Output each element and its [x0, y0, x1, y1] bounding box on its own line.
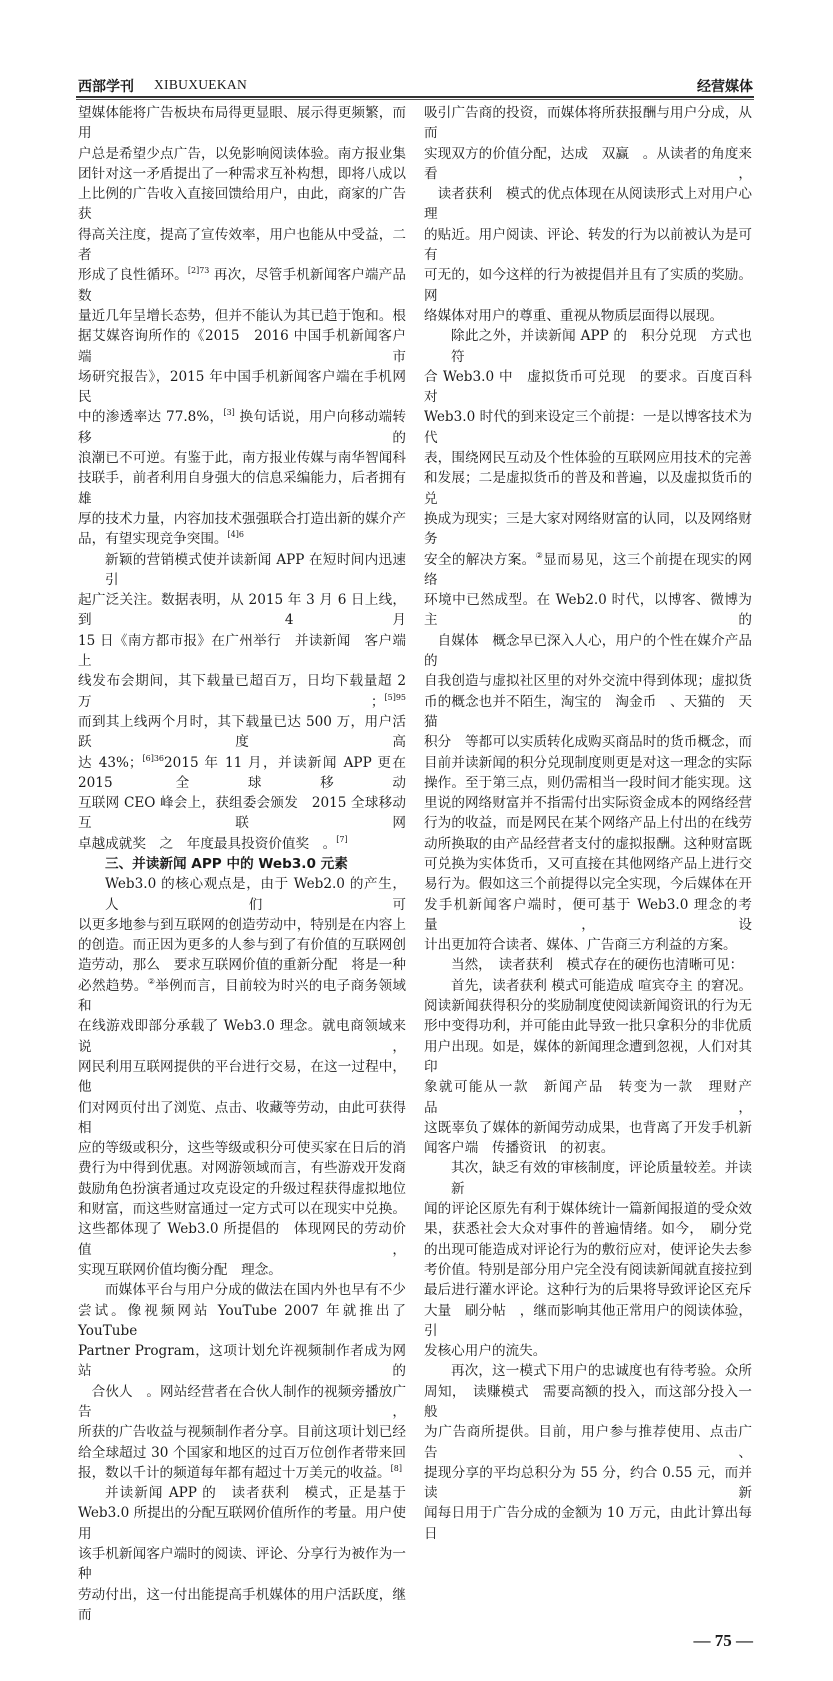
journal-name-en: XIBUXUEKAN [154, 77, 247, 92]
text-line: 当然， 读者获利 模式存在的硬伤也清晰可见： [451, 957, 744, 974]
text-line: 浪潮已不可逆。有鉴于此，南方报业传媒与南华智闻科 [78, 450, 406, 467]
text-line: 行为的收益，而是网民在某个网络产品上付出的在线劳 [424, 815, 752, 832]
text-line: 的贴近。用户阅读、评论、转发的行为以前被认为是可有 [424, 226, 752, 264]
text-line: 场研究报告》，2015 年中国手机新闻客户端在手机网民 [78, 368, 406, 406]
text-line: 里说的网络财富并不指需付出实际资金成本的网络经营 [424, 795, 752, 812]
text-line: 据艾媒咨询所作的《2015 2016 中国手机新闻客户端市 [78, 328, 406, 365]
right-column [424, 103, 752, 1544]
paragraph [424, 1158, 752, 1361]
text-line: 阅读新闻获得积分的奖励制度使阅读新闻资讯的行为无 [424, 998, 752, 1015]
text-line: 应的等级或积分，这些等级或积分可使买家在日后的消 [78, 1140, 406, 1157]
text-line: 厚的技术力量，内容加技术强强联合打造出新的媒介产 [78, 510, 406, 527]
text-line: 可无的，如今这样的行为被提倡并且有了实质的奖励。网 [424, 267, 752, 304]
text-line: Web3.0 的核心观点是，由于 Web2.0 的产生，人们可 [105, 876, 406, 913]
text-line: 闻的评论区原先有利于媒体统计一篇新闻报道的受众效 [424, 1201, 752, 1218]
text-line: 而到其上线两个月时，其下载量已达 500 万，用户活跃度高 [78, 713, 406, 751]
text-line: 提现分享的平均总积分为 55 分，约合 0.55 元，而并读新 [424, 1464, 752, 1502]
paragraph [424, 326, 752, 955]
text-line: 户总是希望少点广告，以免影响阅读体验。南方报业集 [78, 145, 406, 162]
paragraph [78, 1280, 406, 1483]
text-line: 发手机新闻客户端时，便可基于 Web3.0 理念的考量，设 [424, 896, 752, 933]
citation-mark: [3] [223, 408, 235, 418]
text-line: 读者获利 模式的优点体现在从阅读形式上对用户心理 [424, 186, 752, 223]
text-line: 积分 等都可以实质转化成购买商品时的货币概念，而 [424, 734, 752, 751]
body-columns [78, 103, 752, 1625]
text-line: 的出现可能造成对评论行为的敷衍应对，使评论失去参 [424, 1241, 752, 1258]
text-line: 安全的解决方案。②显而易见，这三个前提在现实的网络 [424, 550, 753, 588]
paragraph [424, 103, 752, 326]
text-line: 再次，这一模式下用户的忠诚度也有待考验。众所 [451, 1363, 752, 1380]
citation-mark: [2]73 [187, 266, 210, 276]
text-line: 尝试。像视频网站 YouTube 2007 年就推出了 YouTube [78, 1302, 406, 1339]
section-heading [78, 854, 406, 874]
text-line: 络媒体对用户的尊重、重视从物质层面得以展现。 [424, 307, 724, 324]
text-line: 量近几年呈增长态势，但并不能认为其已趋于饱和。根 [78, 307, 406, 324]
page-footer [0, 1631, 753, 1651]
text-line: 用户出现。如是，媒体的新闻理念遭到忽视，人们对其印 [424, 1038, 752, 1075]
text-line: 吸引广告商的投资，而媒体将所获报酬与用户分成，从而 [424, 105, 752, 142]
text-line: 报，数以千计的频道每年都有超过十万美元的收益。[8] [78, 1463, 402, 1481]
header-rule-thin [76, 99, 754, 100]
citation-mark: [6]36 [142, 753, 165, 763]
text-line: 起广泛关注。数据表明，从 2015 年 3 月 6 日上线，到 4 月 [78, 592, 406, 629]
text-line: 操作。至于第三点，则仍需相当一段时间才能实现。这 [424, 774, 752, 791]
text-line: 上比例的广告收入直接回馈给用户，由此，商家的广告获 [78, 186, 406, 223]
text-line: 易行为。假如这三个前提得以完全实现，今后媒体在开 [424, 876, 752, 893]
text-line: 给全球超过 30 个国家和地区的过百万位创作者带来回 [78, 1444, 406, 1461]
text-line: 币的概念也并不陌生，淘宝的 淘金币 、天猫的 天猫 [424, 693, 752, 730]
text-line: Web3.0 时代的到来设定三个前提：一是以博客技术为代 [424, 409, 752, 446]
text-line: 和发展；二是虚拟货币的普及和普遍，以及虚拟货币的兑 [424, 470, 752, 507]
citation-mark: ② [147, 976, 156, 986]
paragraph [78, 874, 406, 1280]
text-line: 团针对这一矛盾提出了一种需求互补构想，即将八成以 [78, 165, 406, 182]
text-line: 实现双方的价值分配，达成 双赢 。从读者的角度来看， [424, 145, 752, 182]
section-title: 经营媒体 [697, 79, 753, 95]
text-line: 这既辜负了媒体的新闻劳动成果，也背离了开发手机新 [424, 1119, 752, 1136]
paragraph [424, 976, 752, 1159]
paragraph [78, 1483, 406, 1625]
text-line: 该手机新闻客户端时的阅读、评论、分享行为被作为一种 [78, 1546, 406, 1583]
text-line: 中的渗透率达 77.8%，[3] 换句话说，用户向移动端转移的 [78, 408, 406, 446]
running-header [78, 76, 753, 94]
text-line: 其次，缺乏有效的审核制度，评论质量较差。并读新 [451, 1160, 752, 1197]
text-line: 动所换取的由产品经营者支付的虚拟报酬。这种财富既 [424, 835, 752, 852]
text-line: 而媒体平台与用户分成的做法在国内外也早有不少 [105, 1282, 406, 1299]
text-line: 必然趋势。②举例而言，目前较为时兴的电子商务领域和 [78, 976, 407, 1015]
text-line: 发核心用户的流失。 [424, 1343, 547, 1360]
text-line: 形成了良性循环。$^{[2]73}$ 再次，尽管手机新闻客户端产品数 [78, 266, 406, 304]
text-line: 以更多地参与到互联网的创造劳动中，特别是在内容上 [78, 916, 406, 933]
text-line: 劳动付出，这一付出能提高手机媒体的用户活跃度，继而 [78, 1586, 406, 1623]
text-line: Partner Program，这项计划允许视频制作者成为网站的 [78, 1343, 406, 1380]
text-line: 闻客户端 传播资讯 的初衷。 [424, 1140, 615, 1157]
left-column [78, 103, 406, 1625]
text-line: 线发布会期间，其下载量已超百万，日均下载量超 2 万；$^{[5]95}$ [78, 673, 406, 710]
text-line: 15 日《南方都市报》在广州举行 并读新闻 客户端上 [78, 632, 406, 670]
text-line: 目前并读新闻的积分兑现制度则更是对这一理念的实际 [424, 754, 752, 771]
text-line: 品，有望实现竞争突围。$^{[4]6}$ [78, 530, 244, 548]
text-line: 象就可能从一款 新闻产品 转变为一款 理财产品 ， [424, 1079, 752, 1116]
text-line: 除此之外，并读新闻 APP 的 积分兑现 方式也符 [451, 328, 752, 365]
text-line: 环境中已然成型。在 Web2.0 时代，以博客、微博为主的 [424, 592, 752, 629]
citation-mark: [7] [336, 834, 348, 844]
text-line: 表，围绕网民互动及个性体验的互联网应用技术的完善 [424, 450, 752, 467]
text-line: 和财富，而这些财富通过一定方式可以在现实中兑换。 [78, 1201, 406, 1218]
text-line: 所获的广告收益与视频制作者分享。目前这项计划已经 [78, 1424, 406, 1441]
text-line: 并读新闻 APP 的 读者获利 模式，正是基于 [105, 1485, 406, 1502]
text-line: 互联网 CEO 峰会上，获组委会颁发 2015 全球移动互联网 [78, 795, 406, 832]
text-line: 望媒体能将广告板块布局得更显眼、展示得更频繁，而用 [78, 105, 406, 142]
text-line: 达 43%；$^{[6]36}$2015 年 11 月，并读新闻 APP 更在 2015 全球移动 [78, 753, 406, 791]
text-line: 这些都体现了 Web3.0 所提倡的 体现网民的劳动价值， [78, 1221, 406, 1258]
text-line: 鼓励角色扮演者通过攻克设定的升级过程获得虚拟地位 [78, 1180, 406, 1197]
text-line: 换成为现实；三是大家对网络财富的认同，以及网络财务 [424, 510, 752, 548]
text-line: 造劳动，那么 要求互联网价值的重新分配 将是一种 [78, 957, 406, 974]
paragraph [424, 955, 752, 975]
paragraph [78, 103, 406, 550]
citation-mark: [4]6 [227, 530, 244, 540]
text-line: 卓越成就奖 之 年度最具投资价值奖 。[7] [78, 834, 348, 852]
text-line: 周知， 读赚模式 需要高额的投入，而这部分投入一般 [424, 1383, 752, 1420]
text-line: 费行为中得到优惠。对网游领域而言，有些游戏开发商 [78, 1160, 406, 1177]
journal-name: 西部学刊 [78, 79, 134, 95]
page-number: — 75 — [693, 1631, 753, 1651]
text-line: 最后进行灌水评论。这种行为的后果将导致评论区充斥 [424, 1282, 752, 1299]
text-line: 合 Web3.0 中 虚拟货币可兑现 的要求。百度百科对 [424, 368, 752, 406]
text-line: 网民利用互联网提供的平台进行交易，在这一过程中，他 [78, 1058, 406, 1096]
text-line: 三、并读新闻 APP 中的 Web3.0 元素 [105, 855, 348, 872]
text-line: 大量 刷分帖 ，继而影响其他正常用户的阅读体验，引 [424, 1302, 752, 1339]
text-line: 们对网页付出了浏览、点击、收藏等劳动，由此可获得相 [78, 1099, 406, 1136]
text-line: 合伙人 。网站经营者在合伙人制作的视频旁播放广告， [78, 1383, 406, 1420]
text-line: 新颖的营销模式使并读新闻 APP 在短时间内迅速引 [105, 551, 406, 588]
paragraph [424, 1361, 752, 1544]
text-line: 闻每日用于广告分成的金额为 10 万元，由此计算出每日 [424, 1505, 752, 1542]
text-line: 考价值。特别是部分用户完全没有阅读新闻就直接拉到 [424, 1261, 752, 1278]
text-line: 计出更加符合读者、媒体、广告商三方利益的方案。 [424, 937, 737, 954]
text-line: 自我创造与虚拟社区里的对外交流中得到体现；虚拟货 [424, 673, 752, 690]
text-line: 实现互联网价值均衡分配 理念。 [78, 1261, 282, 1278]
header-rule [76, 96, 754, 98]
text-line: 在线游戏即部分承载了 Web3.0 理念。就电商领域来说， [78, 1018, 406, 1055]
citation-mark: [5]95 [384, 692, 406, 702]
paragraph [78, 550, 406, 854]
text-line: 技联手，前者利用自身强大的信息采编能力，后者拥有雄 [78, 470, 406, 507]
text-line: 形中变得功利，并可能由此导致一批只拿积分的非优质 [424, 1018, 752, 1035]
text-line: 可兑换为实体货币，又可直接在其他网络产品上进行交 [424, 855, 752, 872]
citation-mark: [8] [390, 1463, 402, 1473]
text-line: 的创造。而正因为更多的人参与到了有价值的互联网创 [78, 937, 406, 954]
text-line: 果，获悉社会大众对事件的普遍情绪。如今， 刷分党 [424, 1221, 752, 1238]
citation-mark: ② [535, 550, 544, 560]
text-line: 首先，读者获利 模式可能造成 喧宾夺主 的窘况。 [451, 977, 752, 994]
text-line: 得高关注度，提高了宣传效率，用户也能从中受益，二者 [78, 226, 406, 264]
text-line: Web3.0 所提出的分配互联网价值所作的考量。用户使用 [78, 1505, 406, 1542]
text-line: 自媒体 概念早已深入人心，用户的个性在媒介产品的 [424, 632, 752, 670]
text-line: 为广告商所提供。目前，用户参与推荐使用、点击广告、 [424, 1424, 752, 1461]
